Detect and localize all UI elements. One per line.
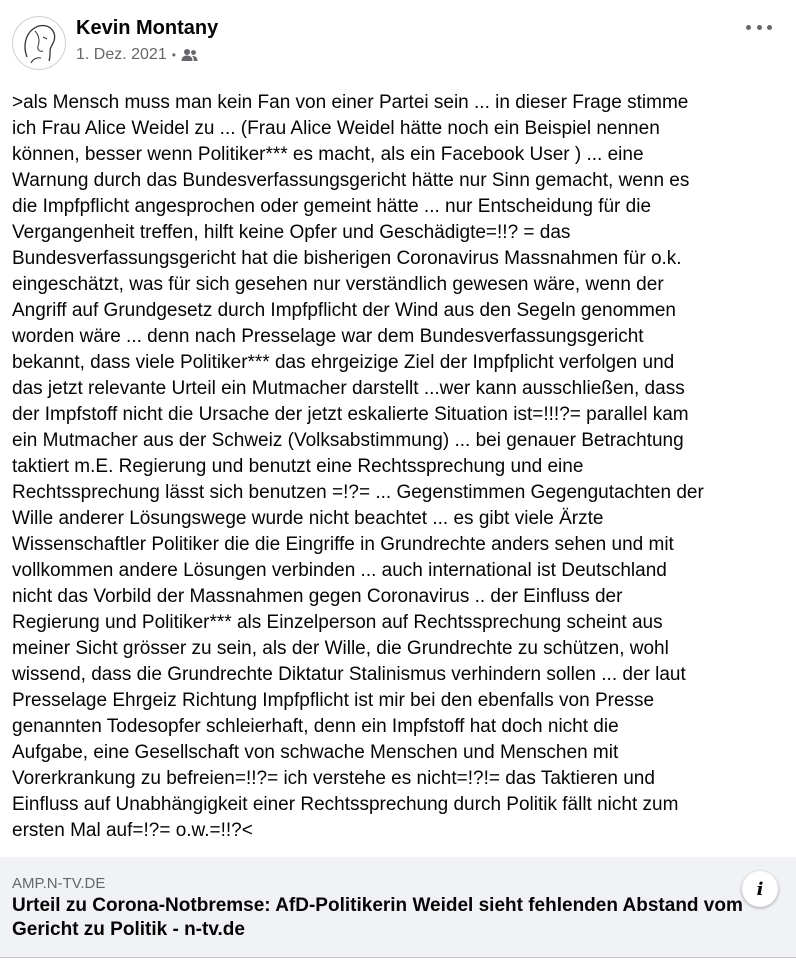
post-date[interactable]: 1. Dez. 2021 — [76, 46, 167, 63]
avatar-sketch-icon — [13, 17, 65, 69]
meta-separator: • — [171, 48, 176, 62]
link-domain: AMP.N-TV.DE — [12, 875, 106, 892]
post-header — [0, 0, 796, 80]
more-dot — [746, 25, 751, 30]
author-avatar[interactable] — [12, 16, 66, 70]
info-icon[interactable] — [742, 871, 778, 907]
link-title[interactable]: Urteil zu Corona-Notbremse: AfD-Politikerin Weidel sieht fehlenden Abstand vom Gericht zu Politik - n-tv.de — [12, 895, 743, 940]
friends-icon — [181, 48, 198, 62]
more-options-icon[interactable] — [746, 16, 772, 38]
author-name[interactable]: Kevin Montany — [76, 17, 219, 39]
more-dot — [757, 25, 762, 30]
link-preview-card[interactable] — [0, 857, 796, 958]
more-dot — [767, 25, 772, 30]
info-glyph: i — [756, 878, 764, 900]
post-meta — [76, 46, 198, 64]
post-text: >als Mensch muss man kein Fan von einer Partei sein ... in dieser Frage stimme ich Frau Alice Weidel zu ... (Frau Alice Weidel hätte noch ein Beispiel nennen können, besser wenn Politiker*** es macht, als ein Facebook User ) ... eine Warnung durch das Bundesverfassungsgericht hätte nur Sinn gemacht, wenn es die Impfpflicht angesprochen oder gemeint hätte ... nur Entscheidung für die Vergangenheit treffen, hilft keine Opfer und Geschädigte=!!? = das Bundesverfassungsgericht hat die bisherigen Coronavirus Massnahmen für o.k. eingeschätzt, was für sich gesehen nur verständlich gewesen wäre, wenn der Angriff auf Grundgesetz durch Impfpflicht der Wind aus den Segeln genommen worden wäre ... denn nach Presselage war dem Bundesverfassungsgericht bekannt, dass viele Politiker*** das ehrgeizige Ziel der Impfplicht verfolgen und das jetzt relevante Urteil ein Mutmacher darstellt ...wer kann ausschließen, dass der Impfstoff nicht die Ursache der jetzt eskalierte Situation ist=!!!?= parallel kam ein Mutmacher aus der Schweiz (Volksabstimmung) ... bei genauer Betrachtung taktiert m.E. Regierung und benutzt eine Rechtssprechung und eine Rechtssprechung lässt sich benutzen =!?= ... Gegenstimmen Gegengutachten der Wille anderer Lösungswege wurde nicht beachtet ... es gibt viele Ärzte Wissenschaftler Politiker die die Eingriffe in Grundrechte anders sehen und mit vollkommen andere Lösungen verbinden ... auch international ist Deutschland nicht das Vorbild der Massnahmen gegen Coronavirus .. der Einfluss der Regierung und Politiker*** als Einzelperson auf Rechtssprechung scheint aus meiner Sicht grösser zu sein, als der Wille, die Grundrechte zu schützen, wohl wissend, dass die Grundrechte Diktatur Stalinismus verhindern sollen ... der laut Presselage Ehrgeiz Richtung Impfpflicht ist mir bei den ebenfalls von Presse genannten Todesopfer schleierhaft, denn ein Impfstoff hat doch nicht die Aufgabe, eine Gesellschaft von schwache Menschen und Menschen mit Vorerkrankung zu befreien=!!?= ich verstehe es nicht=!?!= das Taktieren und Einfluss auf Unabhängigkeit einer Rechtssprechung durch Politik fällt nicht zum ersten Mal auf=!?= o.w.=!!?< — [12, 92, 704, 841]
